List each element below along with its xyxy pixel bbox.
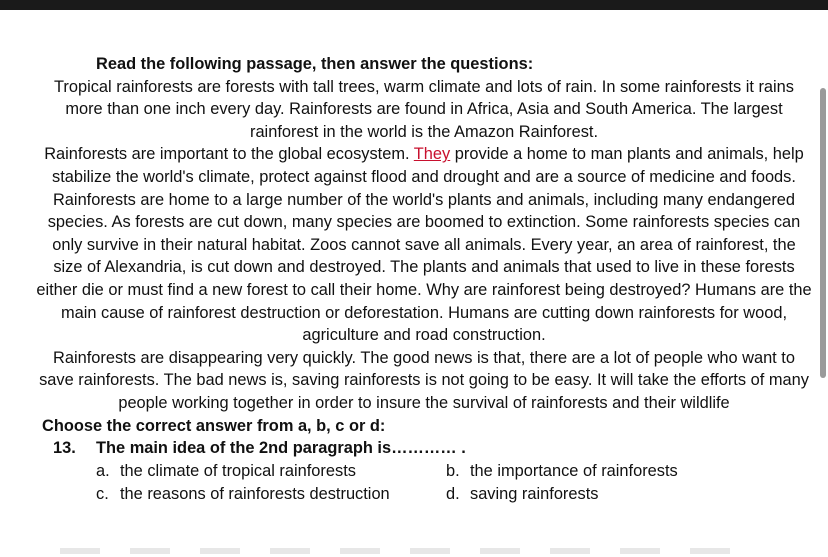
paragraph-2 bbox=[36, 143, 812, 188]
question-text: The main idea of the 2nd paragraph is………… . bbox=[96, 439, 466, 458]
option-d[interactable] bbox=[446, 483, 746, 506]
option-text: the importance of rainforests bbox=[470, 461, 678, 480]
option-text: saving rainforests bbox=[470, 485, 599, 504]
option-letter: d. bbox=[446, 485, 460, 504]
paragraph-2-start: Rainforests are important to the global ecosystem. bbox=[44, 145, 414, 164]
top-bar bbox=[0, 0, 828, 10]
document-body bbox=[36, 53, 812, 506]
cut-off-next-line bbox=[60, 548, 760, 554]
option-c[interactable] bbox=[96, 483, 446, 506]
option-b[interactable] bbox=[446, 460, 746, 483]
paragraph-4: Rainforests are disappearing very quickly. The good news is that, there are a lot of people who want to save rainforests. The bad news is, saving rainforests is not going to be easy. It will take the efforts of many people working together in order to insure the survival of rainforests and their wildlife bbox=[39, 348, 809, 412]
paragraph-3: Rainforests are home to a large number of the world's plants and animals, including many endangered species. As forests are cut down, many species are boomed to extinction. Some rainforests species can only survive in their natural habitat. Zoos cannot save all animals. Every year, an area of rainforest, the size of Alexandria, is cut down and destroyed. The plants and animals that used to live in these forests either die or must find a new forest to call their home. Why are rainforest being destroyed? Humans are the main cause of rainforest destruction or deforestation. Humans are cutting down rainforests for wood, agriculture and road construction. bbox=[36, 190, 812, 345]
option-letter: b. bbox=[446, 461, 460, 480]
paragraph-1: Tropical rainforests are forests with tall trees, warm climate and lots of rain. In some rainforests it rains more than one inch every day. Rainforests are found in Africa, Asia and South America. The largest rainforest in the world is the Amazon Rainforest. bbox=[54, 77, 794, 141]
option-text: the climate of tropical rainforests bbox=[120, 461, 356, 480]
vertical-scrollbar[interactable] bbox=[820, 88, 826, 378]
option-text: the reasons of rainforests destruction bbox=[120, 485, 390, 504]
instruction-text: Choose the correct answer from a, b, c or d: bbox=[42, 416, 386, 435]
option-letter: c. bbox=[96, 485, 109, 504]
option-a[interactable] bbox=[96, 460, 446, 483]
paragraph-2-rest: provide a home to man plants and animals, help stabilize the world's climate, protect against flood and drought and are a source of medicine and foods. bbox=[52, 145, 804, 186]
answer-options bbox=[36, 460, 812, 506]
passage-heading: Read the following passage, then answer the questions: bbox=[96, 55, 534, 73]
option-letter: a. bbox=[96, 461, 110, 480]
question-13 bbox=[36, 437, 812, 460]
question-number: 13. bbox=[53, 439, 76, 458]
referent-word-they: They bbox=[413, 145, 451, 164]
